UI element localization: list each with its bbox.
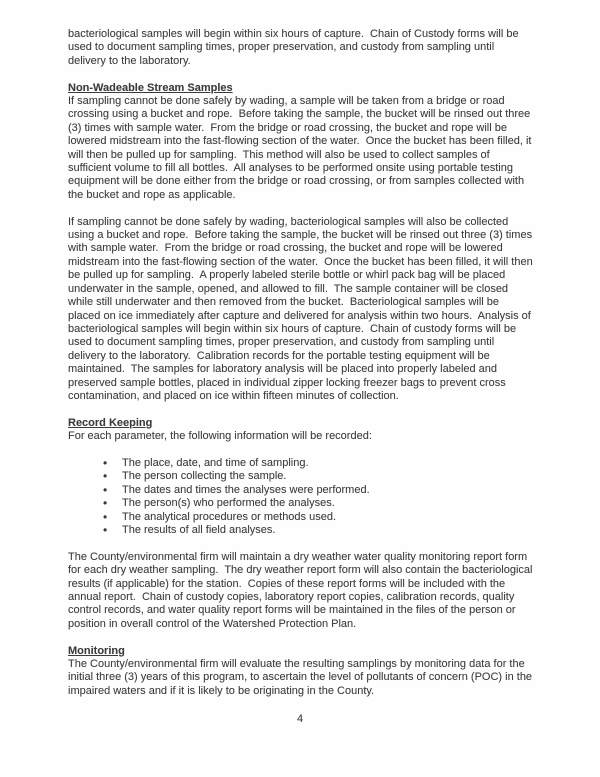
page-number: 4: [296, 713, 304, 725]
bullet-item: • The results of all field analyses.: [102, 524, 534, 537]
paragraph: For each parameter, the following information will be recorded:: [68, 430, 372, 443]
section-heading: Non-Wadeable Stream Samples: [68, 81, 233, 94]
page-content: [68, 28, 534, 712]
bullet-item: • The dates and times the analyses were performed.: [102, 484, 534, 497]
paragraph: If sampling cannot be done safely by wading, bacteriological samples will also be collected using a bucket and rope. Before taking the sample, the bucket will be rinsed out three (3) times with sample water. From the bridge or road crossing, the bucket and rope will be lowered midstream into the fast-flowing section of the water. Once the bucket has been filled, it will then be pulled up for sampling. A properly labeled sterile bottle or whirl pack bag will be placed underwater in the sample, opened, and allowed to fill. The sample container will be closed while still underwater and then removed from the bucket. Bacteriological samples will be placed on ice immediately after capture and delivered for analysis within two hours. Analysis of bacteriological samples will begin within six hours of capture. Chain of custody forms will be used to document sampling times, proper preservation, and custody from sampling until delivery to the laboratory. Calibration records for the portable testing equipment will be maintained. The samples for laboratory analysis will be placed into properly labeled and preserved sample bottles, placed in individual zipper locking freezer bags to prevent cross contamination, and placed on ice within fifteen minutes of collection.: [68, 215, 536, 402]
section-heading: Monitoring: [68, 644, 125, 657]
bullet-list: [68, 457, 534, 537]
bullet-item: • The person collecting the sample.: [102, 470, 534, 483]
bullet-item: • The person(s) who performed the analyses.: [102, 497, 534, 510]
paragraph: The County/environmental firm will maintain a dry weather water quality monitoring report form for each dry weather sampling. The dry weather report form will also contain the bacteriological results (if applicable) for the station. Copies of these report forms will be included with the annual report. Chain of custody copies, laboratory report copies, calibration records, quality control records, and water quality report forms will be maintained in the files of the person or position in overall control of the Watershed Protection Plan.: [68, 550, 536, 630]
section-heading: Record Keeping: [68, 416, 153, 429]
paragraph: If sampling cannot be done safely by wading, a sample will be taken from a bridge or road crossing using a bucket and rope. Before taking the sample, the bucket will be rinsed out three (3) times with sample water. From the bridge or road crossing, the bucket and rope will be lowered midstream into the fast-flowing section of the water. Once the bucket has been filled, it will then be pulled up for sampling. This method will also be used to collect samples of sufficient volume to fill all bottles. All analyses to be performed onsite using portable testing equipment will be done either from the bridge or road crossing, or from samples collected with the bucket and rope as applicable.: [68, 95, 535, 201]
bullet-item: • The analytical procedures or methods used.: [102, 511, 534, 524]
paragraph: The County/environmental firm will evaluate the resulting samplings by monitoring data for the initial three (3) years of this program, to ascertain the level of pollutants of concern (POC) in the impaired waters and if it is likely to be originating in the County.: [68, 658, 536, 697]
bullet-item: • The place, date, and time of sampling.: [102, 457, 534, 470]
paragraph: bacteriological samples will begin within six hours of capture. Chain of Custody forms will be used to document sampling times, proper preservation, and custody from sampling until delivery to the laboratory.: [68, 28, 522, 67]
